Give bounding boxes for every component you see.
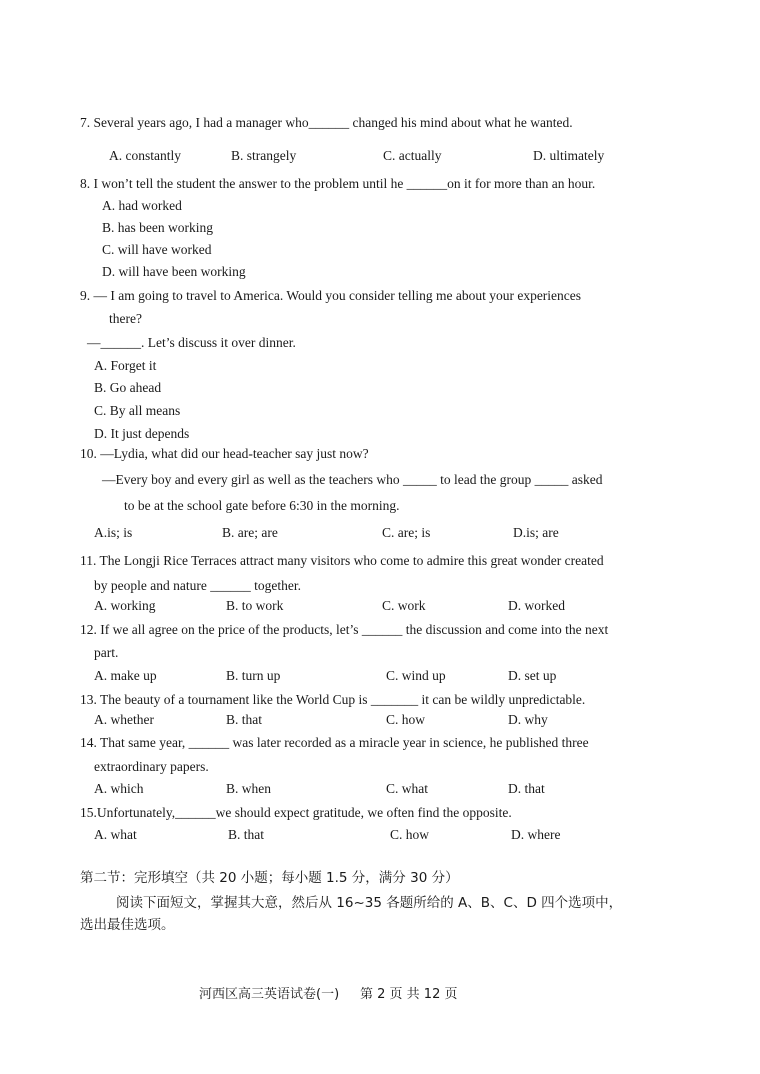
q9-option-b: B. Go ahead <box>94 380 162 395</box>
q14-option-d: D. that <box>508 781 545 796</box>
q8-option-c: C. will have worked <box>102 242 212 257</box>
q14-option-a: A. which <box>94 781 144 796</box>
q14-option-c: C. what <box>386 781 428 796</box>
q12-option-d: D. set up <box>508 668 557 683</box>
q11-option-c: C. work <box>382 598 426 613</box>
q9-stem-line3: —______. Let’s discuss it over dinner. <box>87 335 296 350</box>
q9-stem-line1: 9. — I am going to travel to America. Would you consider telling me about your experiences <box>80 288 582 303</box>
q10-option-d: D.is; are <box>513 525 559 540</box>
q10-stem-line3: to be at the school gate before 6:30 in the morning. <box>124 498 400 513</box>
q14-option-b: B. when <box>226 781 271 796</box>
q13-option-d: D. why <box>508 712 548 727</box>
q15-option-a: A. what <box>94 827 137 842</box>
q11-option-d: D. worked <box>508 598 565 613</box>
q11-stem-line1: 11. The Longji Rice Terraces attract many visitors who come to admire this great wonder created <box>80 553 604 568</box>
q10-stem-line2: —Every boy and every girl as well as the teachers who _____ to lead the group _____ asked <box>102 472 603 487</box>
q15-option-d: D. where <box>511 827 561 842</box>
q13-option-b: B. that <box>226 712 262 727</box>
section2-instruction-line1: 阅读下面短文，掌握其大意，然后从 16~35 各题所给的 A、B、C、D 四个选项中， <box>116 895 623 911</box>
q11-stem-line2: by people and nature ______ together. <box>94 578 301 593</box>
q12-stem-line2: part. <box>94 645 119 660</box>
q7-option-d: D. ultimately <box>533 148 605 163</box>
section2-instruction-line2: 选出最佳选项。 <box>80 917 175 933</box>
q11-option-a: A. working <box>94 598 156 613</box>
q9-stem-line2: there? <box>109 311 142 326</box>
q10-option-a: A.is; is <box>94 525 133 540</box>
q7-stem: 7. Several years ago, I had a manager who______ changed his mind about what he wanted. <box>80 115 573 130</box>
q12-option-c: C. wind up <box>386 668 446 683</box>
q7-option-c: C. actually <box>383 148 442 163</box>
q10-option-b: B. are; are <box>222 525 278 540</box>
q9-option-c: C. By all means <box>94 403 181 418</box>
q10-option-c: C. are; is <box>382 525 431 540</box>
q8-option-d: D. will have been working <box>102 264 246 279</box>
q11-option-b: B. to work <box>226 598 284 613</box>
q13-stem: 13. The beauty of a tournament like the World Cup is _______ it can be wildly unpredictable. <box>80 692 586 707</box>
q15-option-c: C. how <box>390 827 430 842</box>
section2-heading: 第二节：完形填空（共 20 小题；每小题 1.5 分，满分 30 分） <box>80 870 459 886</box>
q15-option-b: B. that <box>228 827 264 842</box>
q9-option-d: D. It just depends <box>94 426 190 441</box>
q8-option-b: B. has been working <box>102 220 213 235</box>
q14-stem-line1: 14. That same year, ______ was later recorded as a miracle year in science, he published three <box>80 735 589 750</box>
q15-stem: 15.Unfortunately,______we should expect gratitude, we often find the opposite. <box>80 805 512 820</box>
q14-stem-line2: extraordinary papers. <box>94 759 209 774</box>
footer-exam-title: 河西区高三英语试卷(一) <box>199 987 340 1002</box>
q9-option-a: A. Forget it <box>94 358 157 373</box>
footer-page-number: 第 2 页 共 12 页 <box>360 987 458 1002</box>
q10-stem-line1: 10. —Lydia, what did our head-teacher say just now? <box>80 446 369 461</box>
q13-option-a: A. whether <box>94 712 154 727</box>
q8-option-a: A. had worked <box>102 198 182 213</box>
q12-option-a: A. make up <box>94 668 157 683</box>
q13-option-c: C. how <box>386 712 426 727</box>
q12-option-b: B. turn up <box>226 668 281 683</box>
q7-option-a: A. constantly <box>109 148 181 163</box>
q8-stem: 8. I won’t tell the student the answer to the problem until he ______on it for more than an hour. <box>80 176 596 191</box>
q12-stem-line1: 12. If we all agree on the price of the products, let’s ______ the discussion and come into the next <box>80 622 609 637</box>
q7-option-b: B. strangely <box>231 148 297 163</box>
